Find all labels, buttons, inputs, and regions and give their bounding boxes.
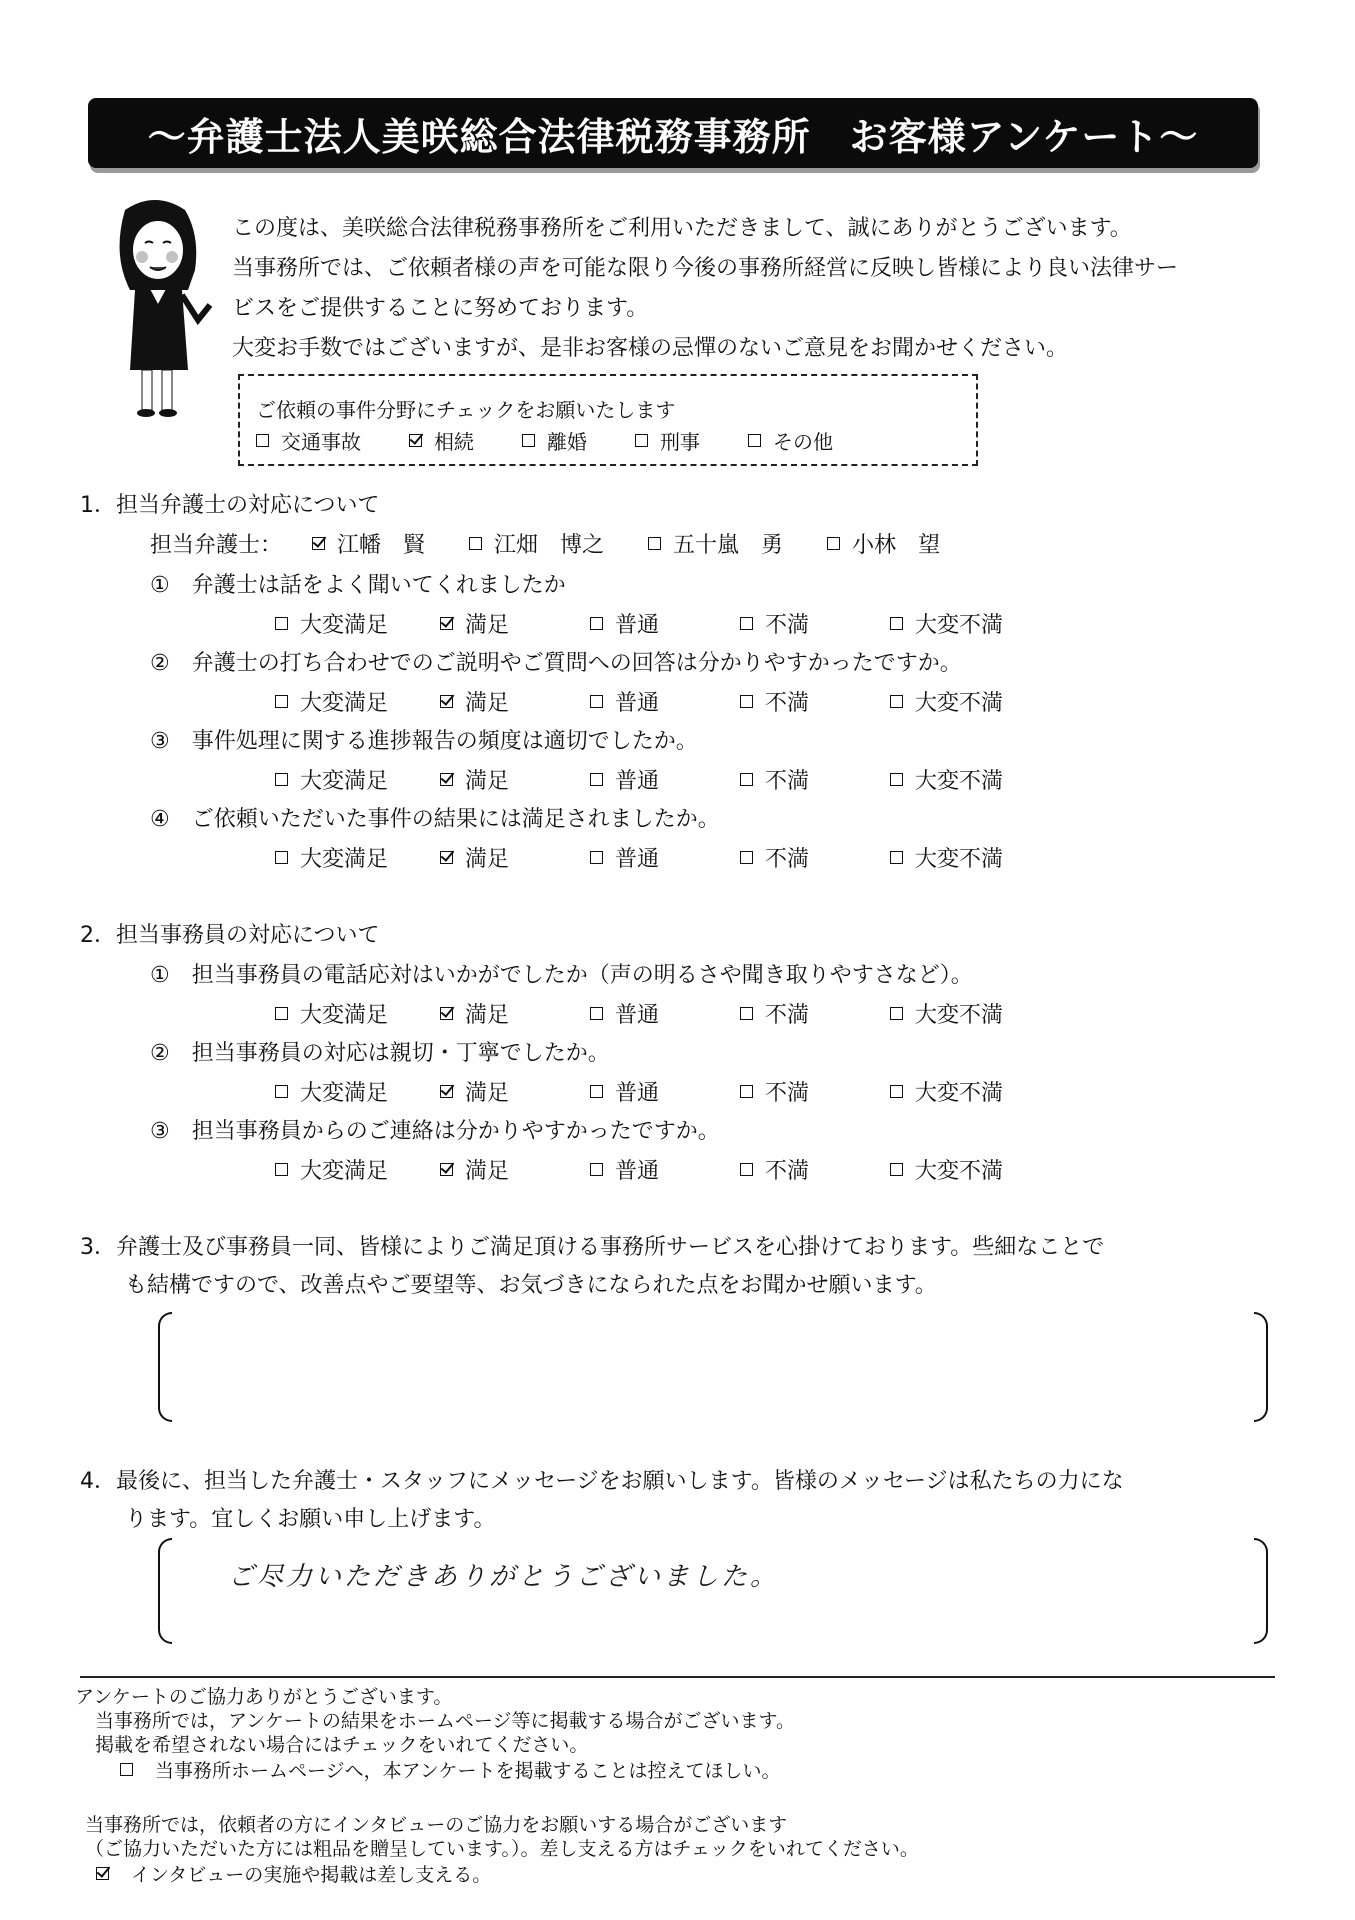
rating-very-satisfied[interactable] bbox=[275, 842, 440, 873]
question-label: 担当事務員の電話応対はいかがでしたか（声の明るさや聞き取りやすさなど）。 bbox=[191, 963, 973, 988]
question-number: ④ bbox=[150, 807, 170, 832]
checkbox-icon[interactable] bbox=[120, 1763, 133, 1776]
case-option-label: 刑事 bbox=[660, 430, 700, 454]
rating-satisfied[interactable] bbox=[440, 1076, 590, 1107]
case-option-inheritance[interactable] bbox=[409, 426, 474, 455]
case-option-label: 交通事故 bbox=[281, 430, 361, 454]
case-option-divorce[interactable] bbox=[522, 426, 587, 455]
checkbox-icon[interactable] bbox=[590, 1007, 603, 1020]
case-option-label: 離婚 bbox=[547, 430, 587, 454]
rating-label: 普通 bbox=[615, 847, 660, 872]
checkbox-checked-icon[interactable] bbox=[440, 617, 453, 630]
question-label: 弁護士の打ち合わせでのご説明やご質問への回答は分かりやすかったですか。 bbox=[191, 651, 962, 676]
question-label: ご依頼いただいた事件の結果には満足されましたか。 bbox=[191, 807, 720, 832]
rating-label: 普通 bbox=[615, 613, 660, 638]
publish-notice-line-2: 掲載を希望されない場合にはチェックをいれてください。 bbox=[95, 1734, 589, 1756]
checkbox-icon[interactable] bbox=[256, 434, 269, 447]
checkbox-icon[interactable] bbox=[890, 1163, 903, 1176]
rating-label: 不満 bbox=[765, 1003, 810, 1028]
rating-very-satisfied[interactable] bbox=[275, 686, 440, 717]
checkbox-checked-icon[interactable] bbox=[312, 537, 325, 550]
checkbox-icon[interactable] bbox=[890, 851, 903, 864]
checkbox-icon[interactable] bbox=[522, 434, 535, 447]
rating-label: 大変不満 bbox=[915, 1081, 1004, 1106]
rating-very-dissatisfied[interactable] bbox=[890, 608, 1003, 639]
survey-title: ～弁護士法人美咲総合法律税務事務所 お客様アンケート～ bbox=[88, 98, 1258, 168]
question-number: ③ bbox=[150, 729, 170, 754]
rating-label: 大変満足 bbox=[300, 691, 389, 716]
question-label: 弁護士は話をよく聞いてくれましたか bbox=[191, 573, 566, 598]
rating-neutral[interactable] bbox=[590, 842, 740, 873]
bracket-left bbox=[158, 1312, 172, 1422]
rating-neutral[interactable] bbox=[590, 1154, 740, 1185]
rating-neutral[interactable] bbox=[590, 686, 740, 717]
footer-thanks: アンケートのご協力ありがとうございます。 bbox=[75, 1686, 453, 1708]
mascot-illustration-icon bbox=[100, 195, 220, 425]
checkbox-icon[interactable] bbox=[748, 434, 761, 447]
lawyer-name: 江畑 博之 bbox=[494, 533, 605, 558]
s1-q2-text bbox=[150, 646, 962, 677]
rating-satisfied[interactable] bbox=[440, 998, 590, 1029]
rating-label: 大変満足 bbox=[300, 769, 389, 794]
rating-label: 大変不満 bbox=[915, 769, 1004, 794]
case-type-box bbox=[238, 374, 978, 466]
rating-very-dissatisfied[interactable] bbox=[890, 1076, 1003, 1107]
rating-label: 大変満足 bbox=[300, 1081, 389, 1106]
case-type-label: ご依頼の事件分野にチェックをお願いたします bbox=[256, 398, 676, 422]
question-label: 担当事務員の対応は親切・丁寧でしたか。 bbox=[191, 1041, 610, 1066]
checkbox-icon[interactable] bbox=[740, 1007, 753, 1020]
checkbox-icon[interactable] bbox=[890, 1007, 903, 1020]
case-option-criminal[interactable] bbox=[635, 426, 700, 455]
checkbox-icon[interactable] bbox=[590, 1163, 603, 1176]
case-type-options bbox=[256, 426, 881, 455]
rating-label: 大変不満 bbox=[915, 847, 1004, 872]
intro-line-3: ビスをご提供することに努めております。 bbox=[232, 296, 649, 321]
checkbox-checked-icon[interactable] bbox=[440, 773, 453, 786]
rating-satisfied[interactable] bbox=[440, 608, 590, 639]
rating-label: 大変満足 bbox=[300, 1159, 389, 1184]
checkbox-icon[interactable] bbox=[740, 1163, 753, 1176]
checkbox-checked-icon[interactable] bbox=[440, 851, 453, 864]
rating-label: 大変満足 bbox=[300, 847, 389, 872]
checkbox-icon[interactable] bbox=[275, 695, 288, 708]
rating-satisfied[interactable] bbox=[440, 842, 590, 873]
interview-optout-label: インタビューの実施や掲載は差し支える。 bbox=[131, 1864, 492, 1886]
rating-label: 大変不満 bbox=[915, 1159, 1004, 1184]
s1-q4-text bbox=[150, 802, 720, 833]
rating-very-satisfied[interactable] bbox=[275, 764, 440, 795]
case-option-label: 相続 bbox=[434, 430, 474, 454]
rating-very-satisfied[interactable] bbox=[275, 998, 440, 1029]
s2-q2-text bbox=[150, 1036, 610, 1067]
checkbox-icon[interactable] bbox=[590, 695, 603, 708]
checkbox-checked-icon[interactable] bbox=[440, 1085, 453, 1098]
bracket-right bbox=[1254, 1312, 1268, 1422]
rating-label: 普通 bbox=[615, 1159, 660, 1184]
improvement-answer-field[interactable] bbox=[158, 1312, 1268, 1422]
checkbox-icon[interactable] bbox=[469, 537, 482, 550]
rating-label: 満足 bbox=[465, 769, 510, 794]
message-answer-text: ご尽力いただきありがとうございました。 bbox=[228, 1562, 780, 1592]
rating-label: 満足 bbox=[465, 1159, 510, 1184]
section1-title: 1．担当弁護士の対応について bbox=[80, 493, 380, 518]
rating-label: 大変不満 bbox=[915, 1003, 1004, 1028]
checkbox-icon[interactable] bbox=[648, 537, 661, 550]
checkbox-icon[interactable] bbox=[740, 851, 753, 864]
checkbox-checked-icon[interactable] bbox=[440, 1163, 453, 1176]
rating-dissatisfied[interactable] bbox=[740, 1154, 890, 1185]
section4-prompt-line-2: ります。宜しくお願い申し上げます。 bbox=[125, 1507, 496, 1532]
lawyer-option-3[interactable] bbox=[648, 528, 783, 559]
s1-q1-text bbox=[150, 568, 566, 599]
checkbox-icon[interactable] bbox=[890, 1085, 903, 1098]
rating-label: 不満 bbox=[765, 1159, 810, 1184]
lawyer-label: 担当弁護士： bbox=[150, 533, 283, 558]
checkbox-checked-icon[interactable] bbox=[440, 695, 453, 708]
rating-very-satisfied[interactable] bbox=[275, 1076, 440, 1107]
checkbox-icon[interactable] bbox=[890, 617, 903, 630]
rating-dissatisfied[interactable] bbox=[740, 1076, 890, 1107]
rating-very-dissatisfied[interactable] bbox=[890, 998, 1003, 1029]
bracket-left bbox=[158, 1538, 172, 1644]
lawyer-option-4[interactable] bbox=[827, 528, 940, 559]
checkbox-icon[interactable] bbox=[827, 537, 840, 550]
checkbox-checked-icon[interactable] bbox=[409, 434, 422, 447]
checkbox-icon[interactable] bbox=[590, 773, 603, 786]
rating-very-dissatisfied[interactable] bbox=[890, 842, 1003, 873]
s1-q1-rating bbox=[275, 608, 1003, 639]
publish-optout-label: 当事務所ホームページへ，本アンケートを掲載することは控えてほしい。 bbox=[155, 1760, 781, 1782]
rating-label: 不満 bbox=[765, 769, 810, 794]
section2-title: 2．担当事務員の対応について bbox=[80, 923, 380, 948]
checkbox-icon[interactable] bbox=[740, 773, 753, 786]
lawyer-option-1[interactable] bbox=[312, 528, 425, 559]
rating-dissatisfied[interactable] bbox=[740, 998, 890, 1029]
rating-very-dissatisfied[interactable] bbox=[890, 764, 1003, 795]
checkbox-icon[interactable] bbox=[275, 851, 288, 864]
section3-prompt-line-2: も結構ですので、改善点やご要望等、お気づきになられた点をお聞かせ願います。 bbox=[125, 1273, 937, 1298]
rating-label: 大変満足 bbox=[300, 613, 389, 638]
checkbox-checked-icon[interactable] bbox=[440, 1007, 453, 1020]
rating-label: 満足 bbox=[465, 1003, 510, 1028]
checkbox-checked-icon[interactable] bbox=[96, 1867, 109, 1880]
case-option-traffic[interactable] bbox=[256, 426, 361, 455]
rating-neutral[interactable] bbox=[590, 608, 740, 639]
intro-line-1: この度は、美咲総合法律税務事務所をご利用いただきまして、誠にありがとうございます。 bbox=[232, 216, 1132, 241]
rating-label: 満足 bbox=[465, 1081, 510, 1106]
section4-prompt-line-1: 4．最後に、担当した弁護士・スタッフにメッセージをお願いします。皆様のメッセージは私たちの力にな bbox=[80, 1469, 1124, 1494]
s2-q1-rating bbox=[275, 998, 1003, 1029]
section3-prompt-line-1: 3．弁護士及び事務員一同、皆様によりご満足頂ける事務所サービスを心掛けております。些細なことで bbox=[80, 1235, 1105, 1260]
s2-q3-rating bbox=[275, 1154, 1003, 1185]
message-answer-field[interactable] bbox=[158, 1538, 1268, 1644]
rating-neutral[interactable] bbox=[590, 764, 740, 795]
s1-q2-rating bbox=[275, 686, 1003, 717]
checkbox-icon[interactable] bbox=[890, 695, 903, 708]
lawyer-name: 五十嵐 勇 bbox=[673, 533, 784, 558]
publish-notice-line-1: 当事務所では，アンケートの結果をホームページ等に掲載する場合がございます。 bbox=[95, 1710, 795, 1732]
rating-very-dissatisfied[interactable] bbox=[890, 1154, 1003, 1185]
rating-neutral[interactable] bbox=[590, 998, 740, 1029]
footer-divider bbox=[80, 1676, 1275, 1678]
checkbox-icon[interactable] bbox=[590, 617, 603, 630]
lawyer-option-2[interactable] bbox=[469, 528, 604, 559]
rating-label: 大変満足 bbox=[300, 1003, 389, 1028]
interview-notice-line-1: 当事務所では，依頼者の方にインタビューのご協力をお願いする場合がございます bbox=[85, 1814, 788, 1836]
rating-label: 満足 bbox=[465, 613, 510, 638]
rating-label: 普通 bbox=[615, 769, 660, 794]
interview-notice-line-2: （ご協力いただいた方には粗品を贈呈しています。）。差し支える方はチェックをいれてください。 bbox=[85, 1838, 919, 1860]
lawyer-name: 江幡 賢 bbox=[337, 533, 426, 558]
s1-q3-text bbox=[150, 724, 698, 755]
question-number: ② bbox=[150, 651, 170, 676]
checkbox-icon[interactable] bbox=[275, 1163, 288, 1176]
s1-q3-rating bbox=[275, 764, 1003, 795]
checkbox-icon[interactable] bbox=[275, 773, 288, 786]
question-number: ② bbox=[150, 1041, 170, 1066]
rating-label: 普通 bbox=[615, 1003, 660, 1028]
rating-very-satisfied[interactable] bbox=[275, 608, 440, 639]
rating-label: 満足 bbox=[465, 847, 510, 872]
lawyer-name: 小林 望 bbox=[852, 533, 941, 558]
interview-optout-option[interactable] bbox=[96, 1860, 491, 1887]
checkbox-icon[interactable] bbox=[890, 773, 903, 786]
checkbox-icon[interactable] bbox=[590, 1085, 603, 1098]
s1-q4-rating bbox=[275, 842, 1003, 873]
publish-optout-option[interactable] bbox=[120, 1756, 780, 1783]
bracket-right bbox=[1254, 1538, 1268, 1644]
checkbox-icon[interactable] bbox=[740, 617, 753, 630]
checkbox-icon[interactable] bbox=[275, 1007, 288, 1020]
checkbox-icon[interactable] bbox=[740, 1085, 753, 1098]
checkbox-icon[interactable] bbox=[275, 1085, 288, 1098]
question-number: ③ bbox=[150, 1119, 170, 1144]
rating-label: 不満 bbox=[765, 691, 810, 716]
intro-line-4: 大変お手数ではございますが、是非お客様の忌憚のないご意見をお聞かせください。 bbox=[232, 336, 1069, 361]
case-option-other[interactable] bbox=[748, 426, 833, 455]
rating-very-satisfied[interactable] bbox=[275, 1154, 440, 1185]
rating-satisfied[interactable] bbox=[440, 1154, 590, 1185]
rating-label: 不満 bbox=[765, 613, 810, 638]
checkbox-icon[interactable] bbox=[635, 434, 648, 447]
case-option-label: その他 bbox=[773, 430, 833, 454]
rating-dissatisfied[interactable] bbox=[740, 842, 890, 873]
rating-satisfied[interactable] bbox=[440, 764, 590, 795]
rating-satisfied[interactable] bbox=[440, 686, 590, 717]
rating-label: 普通 bbox=[615, 691, 660, 716]
question-label: 担当事務員からのご連絡は分かりやすかったですか。 bbox=[191, 1119, 720, 1144]
rating-label: 大変不満 bbox=[915, 691, 1004, 716]
rating-dissatisfied[interactable] bbox=[740, 686, 890, 717]
question-label: 事件処理に関する進捗報告の頻度は適切でしたか。 bbox=[191, 729, 698, 754]
rating-label: 満足 bbox=[465, 691, 510, 716]
question-number: ① bbox=[150, 963, 170, 988]
rating-very-dissatisfied[interactable] bbox=[890, 686, 1003, 717]
question-number: ① bbox=[150, 573, 170, 598]
rating-dissatisfied[interactable] bbox=[740, 764, 890, 795]
rating-neutral[interactable] bbox=[590, 1076, 740, 1107]
s2-q3-text bbox=[150, 1114, 720, 1145]
checkbox-icon[interactable] bbox=[275, 617, 288, 630]
rating-label: 不満 bbox=[765, 1081, 810, 1106]
lawyer-selection bbox=[150, 528, 984, 559]
checkbox-icon[interactable] bbox=[590, 851, 603, 864]
s2-q2-rating bbox=[275, 1076, 1003, 1107]
checkbox-icon[interactable] bbox=[740, 695, 753, 708]
rating-label: 大変不満 bbox=[915, 613, 1004, 638]
rating-label: 不満 bbox=[765, 847, 810, 872]
rating-label: 普通 bbox=[615, 1081, 660, 1106]
s2-q1-text bbox=[150, 958, 973, 989]
intro-line-2: 当事務所では、ご依頼者様の声を可能な限り今後の事務所経営に反映し皆様により良い法律サー bbox=[232, 256, 1179, 281]
rating-dissatisfied[interactable] bbox=[740, 608, 890, 639]
